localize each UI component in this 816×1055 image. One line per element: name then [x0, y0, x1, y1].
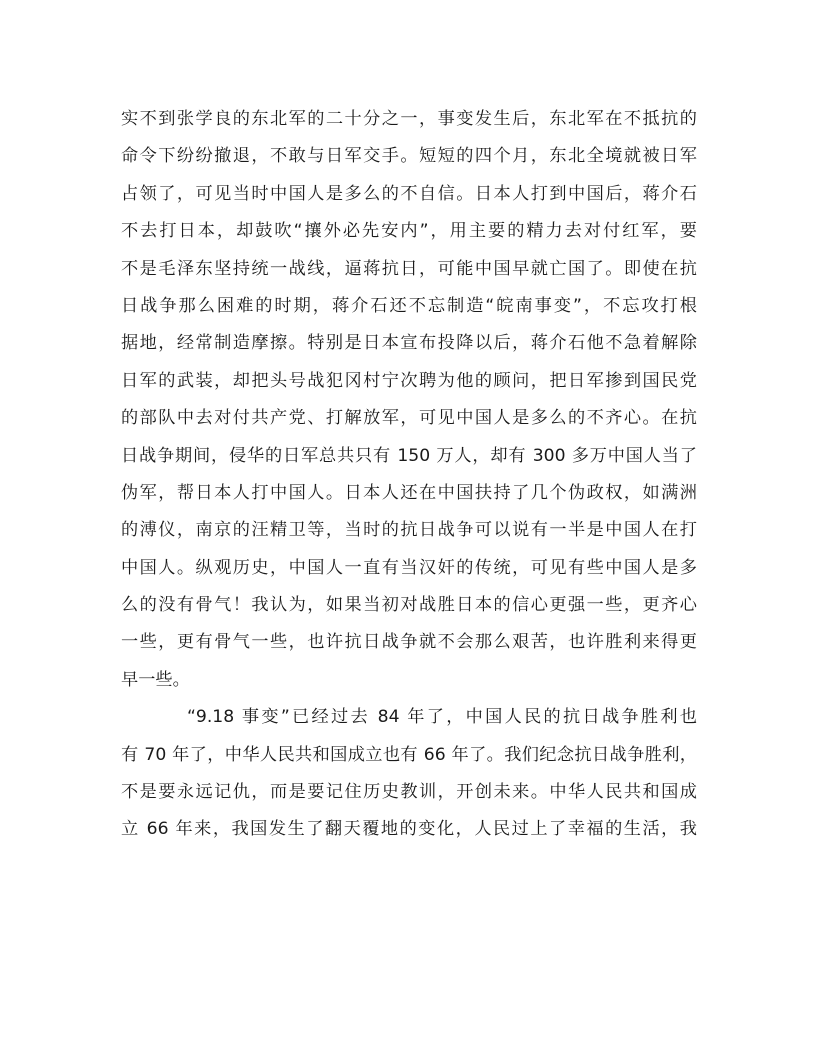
text-line: 日军的武装，却把头号战犯冈村宁次聘为他的顾问，把日军掺到国民党	[121, 370, 697, 391]
text-line: 中国人。纵观历史，中国人一直有当汉奸的传统，可见有些中国人是多	[121, 557, 697, 578]
text-line: 日战争期间，侵华的日军总共只有 150 万人，却有 300 多万中国人当了	[121, 445, 697, 466]
text-line: 么的没有骨气！我认为，如果当初对战胜日本的信心更强一些，更齐心	[121, 595, 697, 616]
text-line: 实不到张学良的东北军的二十分之一，事变发生后，东北军在不抵抗的	[121, 109, 697, 129]
text-line: 不是要永远记仇，而是要记住历史教训，开创未来。中华人民共和国成	[121, 782, 697, 803]
body-text	[121, 101, 697, 849]
text-line: 一些，更有骨气一些，也许抗日战争就不会那么艰苦，也许胜利来得更	[121, 632, 697, 653]
text-line: 立 66 年来，我国发生了翻天覆地的变化，人民过上了幸福的生活，我	[121, 819, 697, 840]
text-line: 不去打日本，却鼓吹“攘外必先安内”，用主要的精力去对付红军，要	[121, 221, 697, 242]
text-line: 日战争那么困难的时期，蒋介石还不忘制造“皖南事变”，不忘攻打根	[121, 295, 697, 316]
text-line: 的部队中去对付共产党、打解放军，可见中国人是多么的不齐心。在抗	[121, 408, 697, 429]
text-line: 据地，经常制造摩擦。特别是日本宣布投降以后，蒋介石他不急着解除	[121, 333, 697, 354]
text-line: 有 70 年了，中华人民共和国成立也有 66 年了。我们纪念抗日战争胜利，	[121, 744, 697, 765]
text-line: 的溥仪，南京的汪精卫等，当时的抗日战争可以说有一半是中国人在打	[121, 520, 697, 541]
text-line: 命令下纷纷撤退，不敢与日军交手。短短的四个月，东北全境就被日军	[121, 146, 697, 167]
paragraph-end-line: 早一些。	[121, 669, 190, 690]
text-line: 伪军，帮日本人打中国人。日本人还在中国扶持了几个伪政权，如满洲	[121, 482, 697, 503]
text-line: 不是毛泽东坚持统一战线，逼蒋抗日，可能中国早就亡国了。即使在抗	[121, 258, 697, 279]
paragraph-start-line: “9.18 事变”已经过去 84 年了，中国人民的抗日战争胜利也	[187, 707, 697, 728]
text-line: 占领了，可见当时中国人是多么的不自信。日本人打到中国后，蒋介石	[121, 183, 697, 204]
